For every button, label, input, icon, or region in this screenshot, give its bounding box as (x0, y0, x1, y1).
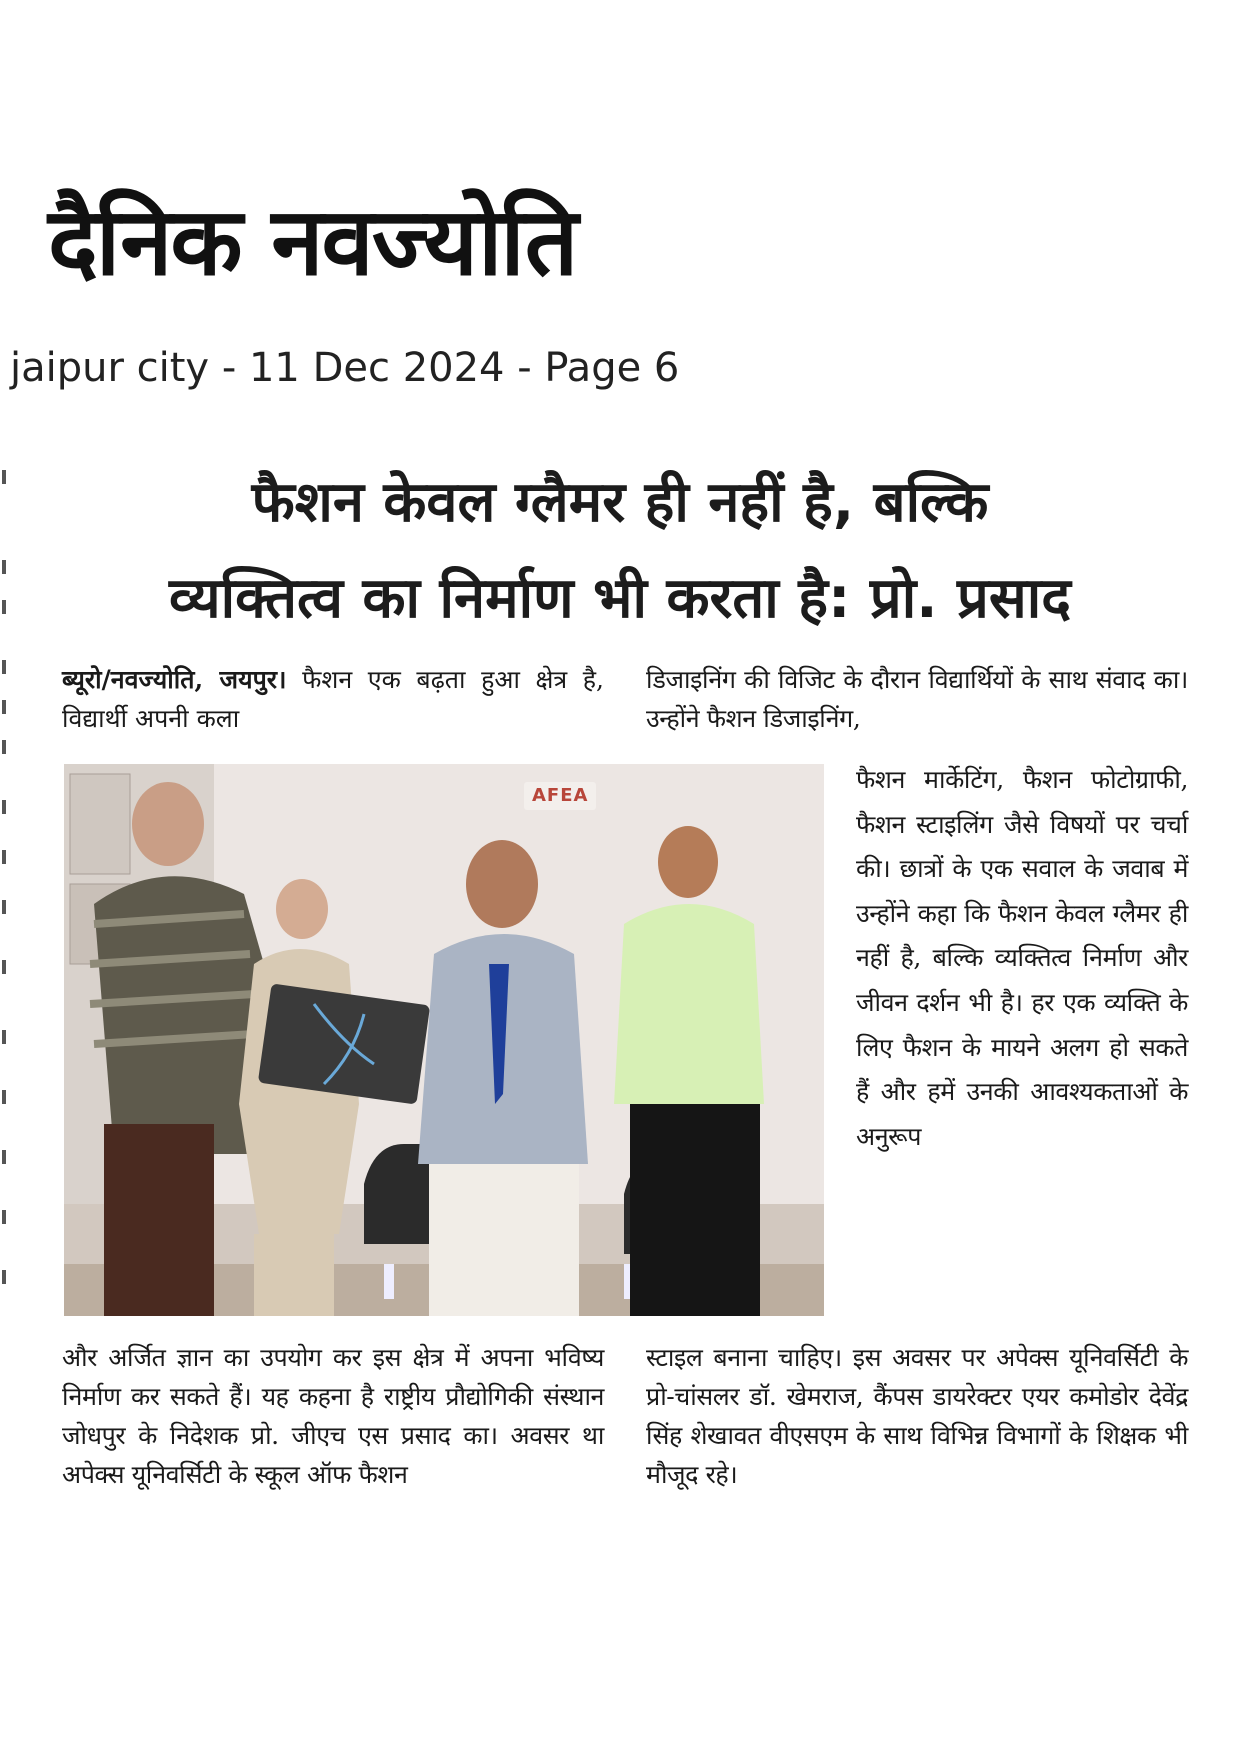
backdrop-logo: AFEA (524, 782, 596, 810)
left-margin-marks (0, 470, 12, 1370)
article-right-top: डिजाइनिंग की विजिट के दौरान विद्यार्थियों के साथ संवाद का। उन्होंने फैशन डिजाइनिंग, (646, 665, 1188, 733)
edition-line: jaipur city - 11 Dec 2024 - Page 6 (10, 345, 680, 391)
article-left-top (62, 660, 604, 738)
headline-line-1: फैशन केवल ग्लैमर ही नहीं है, बल्कि (251, 470, 989, 535)
article-headline (60, 455, 1180, 647)
article-dateline: ब्यूरो/नवज्योति, जयपुर। (62, 665, 287, 694)
headline-line-2: व्यक्तित्व का निर्माण भी करता है: प्रो. प्रसाद (168, 566, 1072, 631)
event-photo (64, 764, 824, 1316)
article-left-top-text: फैशन एक बढ़ता हुआ क्षेत्र है, विद्यार्थी अपनी कला (62, 665, 605, 733)
event-photo-illustration (64, 764, 824, 1316)
article-right-wrap: फैशन मार्केटिंग, फैशन फोटोग्राफी, फैशन स्टाइलिंग जैसे विषयों पर चर्चा की। छात्रों के एक सवाल के जवाब में उन्होंने कहा कि फैशन केवल ग्लैमर ही नहीं है, बल्कि व्यक्तित्व निर्माण और जीवन दर्शन भी है। हर एक व्यक्ति के लिए फैशन के मायने अलग हो सकते हैं और हमें उनकी आवश्यकताओं के अनुरूप (856, 765, 1188, 1151)
newspaper-masthead: दैनिक नवज्योति (48, 188, 577, 297)
article-right-bottom: स्टाइल बनाना चाहिए। इस अवसर पर अपेक्स यूनिवर्सिटी के प्रो-चांसलर डॉ. खेमराज, कैंपस डायरेक्टर एयर कमोडोर देवेंद्र सिंह शेखावत वीएसएम के साथ विभिन्न विभागों के शिक्षक भी मौजूद रहे। (646, 1343, 1188, 1489)
article-left-bottom: और अर्जित ज्ञान का उपयोग कर इस क्षेत्र में अपना भविष्य निर्माण कर सकते हैं। यह कहना है राष्ट्रीय प्रौद्योगिकी संस्थान जोधपुर के निदेशक प्रो. जीएच एस प्रसाद का। अवसर था अपेक्स यूनिवर्सिटी के स्कूल ऑफ फैशन (62, 1343, 604, 1489)
